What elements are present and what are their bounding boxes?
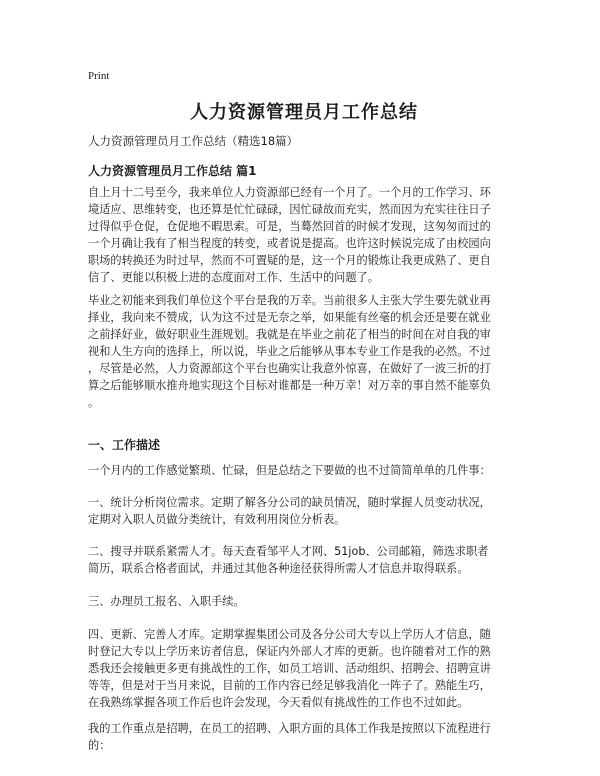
paragraph-line: 信了、更能以积极上进的态度面对工作、生活中的问题了。	[88, 271, 379, 284]
item-4	[88, 626, 520, 711]
paragraph-1	[88, 184, 520, 286]
paragraph-line: 择业，我向来不赞成，认为这不过是无奈之举，如果能有丝毫的机会还是要在就业	[88, 311, 491, 324]
paragraph-line: 视和人生方向的选择上，所以说，毕业之后能够从事本专业工作是我的必然。不过	[88, 345, 491, 358]
paragraph-line: 四、更新、完善人才库。定期掌握集团公司及各分公司大专以上学历人才信息，随	[88, 628, 491, 641]
paragraph-line: 等等，但是对于当月来说，目前的工作内容已经足够我消化一阵子了。熟能生巧，	[88, 679, 491, 692]
paragraph-line: 毕业之初能来到我们单位这个平台是我的万幸。当前很多人主张大学生要先就业再	[88, 294, 491, 307]
paragraph-line: 一个月确让我有了相当程度的转变，或者说是提高。也许这时候说完成了由校园向	[88, 237, 491, 250]
paragraph-line: ，尽管是必然，人力资源部这个平台也确实让我意外惊喜，在做好了一波三折的打	[88, 362, 491, 375]
paragraph-line: 自上月十二号至今，我来单位人力资源部已经有一个月了。一个月的工作学习、环	[88, 186, 491, 199]
item-5	[88, 720, 520, 754]
paragraph-line: 悉我还会接触更多更有挑战性的工作，如员工培训、活动组织、招聘会、招聘宣讲	[88, 662, 491, 675]
paragraph-line: 在我熟练掌握各项工作后也许会发现，今天看似有挑战性的工作也不过如此。	[88, 696, 469, 709]
paragraph-line: 算之后能够顺水推舟地实现这个目标对谁都是一种万幸！对万幸的事自然不能辜负	[88, 379, 491, 392]
paragraph-line: 我的工作重点是招聘，在员工的招聘、入职方面的具体工作我是按照以下流程进行	[88, 722, 491, 735]
heading-work-description: 一、工作描述	[88, 438, 161, 452]
item-1	[88, 494, 520, 528]
item-intro	[88, 462, 520, 479]
paragraph-line: 时登记大专以上学历来访者信息，保证内外部人才库的更新。也许随着对工作的熟	[88, 645, 491, 658]
item-2	[88, 543, 520, 577]
paragraph-line: 简历，联系合格者面试，并通过其他各种途径获得所需人才信息并取得联系。	[88, 562, 469, 575]
paragraph-line: 的：	[88, 739, 111, 752]
paragraph-line: 境适应、思维转变，也还算是忙忙碌碌，因忙碌故而充实，然而因为充实往往日子	[88, 203, 491, 216]
document-subtitle: 人力资源管理员月工作总结（精选18篇）	[88, 134, 299, 148]
paragraph-2	[88, 292, 520, 411]
document-title: 人力资源管理员月工作总结	[190, 102, 418, 123]
paragraph-line: 之前择好业，做好职业生涯规划。我就是在毕业之前花了相当的时间在对自我的审	[88, 328, 491, 341]
paragraph-line: 过得似乎仓促，仓促地不暇思索。可是，当蓦然回首的时候才发现，这匆匆而过的	[88, 220, 491, 233]
item-3	[88, 593, 520, 610]
print-label: Print	[88, 70, 110, 82]
paragraph-line: 定期对入职人员做分类统计，有效利用岗位分析表。	[88, 513, 346, 526]
paragraph-line: 一个月内的工作感觉繁琐、忙碌，但是总结之下要做的也不过简简单单的几件事：	[88, 464, 491, 477]
paragraph-line: 一、统计分析岗位需求。定期了解各分公司的缺员情况，随时掌握人员变动状况，	[88, 496, 491, 509]
section-title: 人力资源管理员月工作总结 篇1	[88, 164, 257, 178]
paragraph-line: 。	[88, 396, 100, 409]
paragraph-line: 三、办理员工报名、入职手续。	[88, 595, 245, 608]
paragraph-line: 职场的转换还为时过早，然而不可置疑的是，这一个月的锻炼让我更成熟了、更自	[88, 254, 491, 267]
paragraph-line: 二、搜寻并联系紧需人才。每天查看邹平人才网、51job、公司邮箱，筛选求职者	[88, 545, 489, 558]
